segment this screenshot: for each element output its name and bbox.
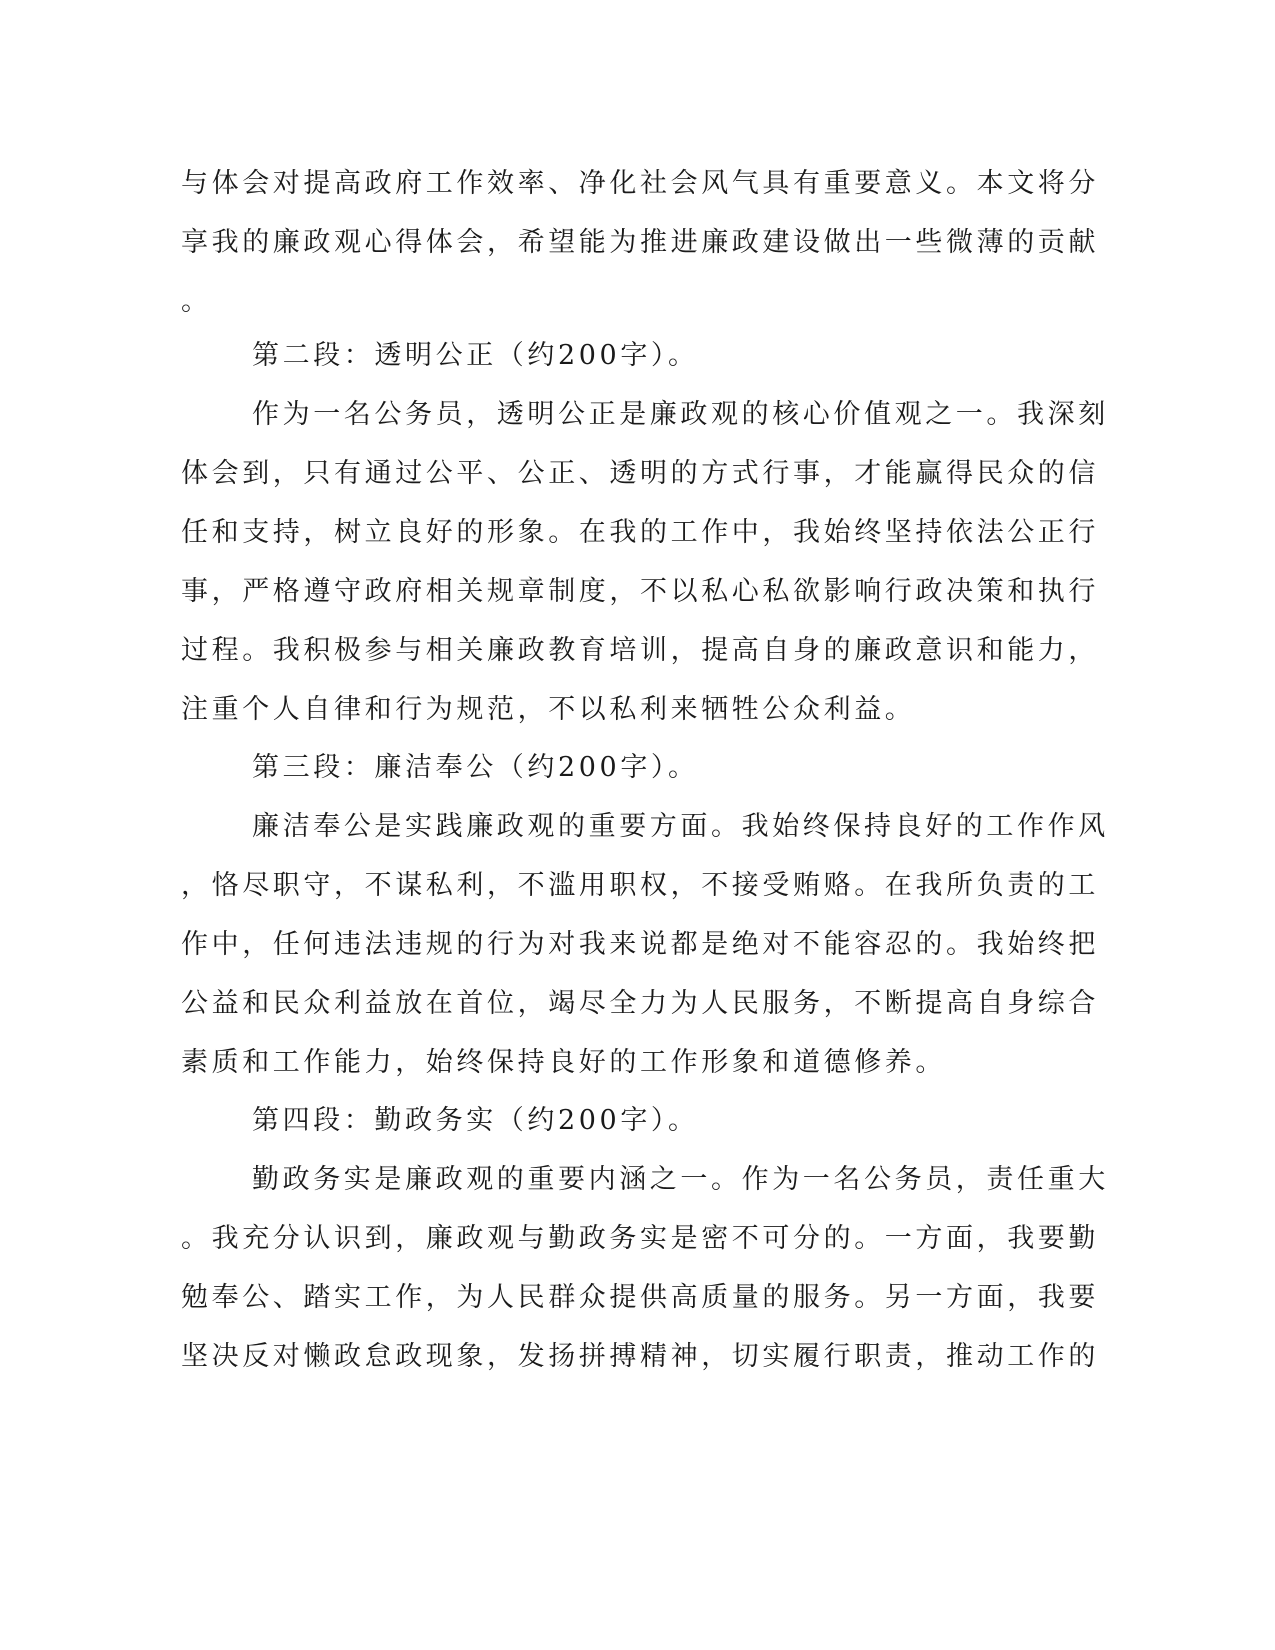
text-line: 。我充分认识到，廉政观与勤政务实是密不可分的。一方面，我要勤 — [181, 1223, 1099, 1254]
text-line: 坚决反对懒政怠政现象，发扬拼搏精神，切实履行职责，推动工作的 — [181, 1341, 1099, 1372]
text-line: 体会到，只有通过公平、公正、透明的方式行事，才能赢得民众的信 — [181, 458, 1099, 489]
text-line: 素质和工作能力，始终保持良好的工作形象和道德修养。 — [181, 1047, 946, 1078]
text-line: 公益和民众利益放在首位，竭尽全力为人民服务，不断提高自身综合 — [181, 988, 1099, 1019]
text-line: 享我的廉政观心得体会，希望能为推进廉政建设做出一些微薄的贡献 — [181, 227, 1099, 258]
text-line: 过程。我积极参与相关廉政教育培训，提高自身的廉政意识和能力， — [181, 635, 1099, 666]
text-line: 勤政务实是廉政观的重要内涵之一。作为一名公务员，责任重大 — [252, 1164, 1109, 1195]
text-line: 与体会对提高政府工作效率、净化社会风气具有重要意义。本文将分 — [181, 168, 1099, 199]
text-line: 作为一名公务员，透明公正是廉政观的核心价值观之一。我深刻 — [252, 399, 1109, 430]
text-line: 廉洁奉公是实践廉政观的重要方面。我始终保持良好的工作作风 — [252, 811, 1109, 842]
text-line: ，恪尽职守，不谋私利，不滥用职权，不接受贿赂。在我所负责的工 — [181, 870, 1099, 901]
text-line: 注重个人自律和行为规范，不以私利来牺牲公众利益。 — [181, 694, 916, 725]
text-line: 。 — [181, 286, 212, 317]
section-heading: 第三段：廉洁奉公（约200字）。 — [252, 752, 699, 783]
text-line: 作中，任何违法违规的行为对我来说都是绝对不能容忍的。我始终把 — [181, 929, 1099, 960]
section-heading: 第二段：透明公正（约200字）。 — [252, 340, 699, 371]
text-line: 任和支持，树立良好的形象。在我的工作中，我始终坚持依法公正行 — [181, 517, 1099, 548]
text-line: 勉奉公、踏实工作，为人民群众提供高质量的服务。另一方面，我要 — [181, 1282, 1099, 1313]
section-heading: 第四段：勤政务实（约200字）。 — [252, 1105, 699, 1136]
text-line: 事，严格遵守政府相关规章制度，不以私心私欲影响行政决策和执行 — [181, 576, 1099, 607]
